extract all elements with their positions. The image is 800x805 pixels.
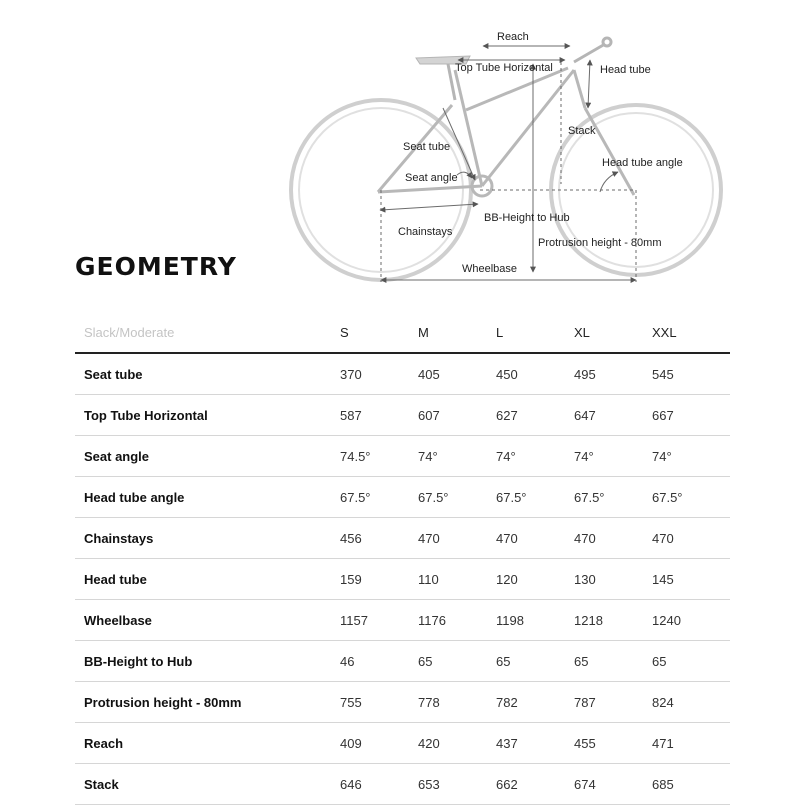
table-cell: 685	[652, 764, 730, 805]
table-header-row	[75, 312, 730, 353]
head-tube-angle-label: Head tube angle	[602, 157, 683, 169]
table-cell: 437	[496, 723, 574, 764]
table-cell: 67.5°	[652, 477, 730, 518]
table-cell: 455	[574, 723, 652, 764]
stack-label: Stack	[568, 125, 596, 137]
row-label: Wheelbase	[75, 600, 340, 641]
table-cell: 120	[496, 559, 574, 600]
table-cell: 667	[652, 395, 730, 436]
table-cell: 674	[574, 764, 652, 805]
protrusion-height-label: Protrusion height - 80mm	[538, 237, 662, 249]
size-header: XXL	[652, 312, 730, 353]
seat-angle-label: Seat angle	[405, 172, 458, 184]
table-cell: 370	[340, 353, 418, 395]
table-cell: 662	[496, 764, 574, 805]
table-cell: 65	[652, 641, 730, 682]
table-cell: 67.5°	[496, 477, 574, 518]
diagram-labels	[398, 31, 683, 275]
size-header: S	[340, 312, 418, 353]
chainstays-label: Chainstays	[398, 226, 453, 238]
table-cell: 130	[574, 559, 652, 600]
row-label: Seat angle	[75, 436, 340, 477]
table-row	[75, 764, 730, 805]
table-cell: 65	[496, 641, 574, 682]
seat-tube-label: Seat tube	[403, 141, 451, 153]
table-cell: 470	[496, 518, 574, 559]
table-row	[75, 723, 730, 764]
table-cell: 782	[496, 682, 574, 723]
table-cell: 74°	[652, 436, 730, 477]
table-cell: 46	[340, 641, 418, 682]
table-row	[75, 477, 730, 518]
row-label: Stack	[75, 764, 340, 805]
table-cell: 67.5°	[574, 477, 652, 518]
table-cell: 65	[418, 641, 496, 682]
table-cell: 755	[340, 682, 418, 723]
table-cell: 653	[418, 764, 496, 805]
table-cell: 456	[340, 518, 418, 559]
table-row	[75, 436, 730, 477]
table-cell: 470	[418, 518, 496, 559]
table-row	[75, 395, 730, 436]
table-cell: 587	[340, 395, 418, 436]
table-cell: 470	[574, 518, 652, 559]
table-cell: 450	[496, 353, 574, 395]
table-cell: 495	[574, 353, 652, 395]
row-label: Protrusion height - 80mm	[75, 682, 340, 723]
size-header: M	[418, 312, 496, 353]
table-cell: 74°	[574, 436, 652, 477]
row-label: Reach	[75, 723, 340, 764]
table-cell: 607	[418, 395, 496, 436]
table-cell: 646	[340, 764, 418, 805]
table-cell: 1240	[652, 600, 730, 641]
table-cell: 67.5°	[418, 477, 496, 518]
table-cell: 74°	[496, 436, 574, 477]
table-cell: 110	[418, 559, 496, 600]
row-label: Head tube angle	[75, 477, 340, 518]
table-cell: 1198	[496, 600, 574, 641]
table-cell: 65	[574, 641, 652, 682]
table-cell: 67.5°	[340, 477, 418, 518]
reach-label: Reach	[497, 31, 529, 43]
table-cell: 1218	[574, 600, 652, 641]
size-header: XL	[574, 312, 652, 353]
table-cell: 409	[340, 723, 418, 764]
table-cell: 470	[652, 518, 730, 559]
row-label: Seat tube	[75, 353, 340, 395]
table-cell: 1176	[418, 600, 496, 641]
row-label: Head tube	[75, 559, 340, 600]
row-label: BB-Height to Hub	[75, 641, 340, 682]
table-cell: 420	[418, 723, 496, 764]
head-tube-label: Head tube	[600, 64, 651, 76]
wheelbase-label: Wheelbase	[462, 263, 518, 275]
table-cell: 647	[574, 395, 652, 436]
table-row	[75, 559, 730, 600]
table-row	[75, 682, 730, 723]
page-title: GEOMETRY	[75, 252, 237, 281]
table-cell: 145	[652, 559, 730, 600]
table-row	[75, 600, 730, 641]
table-cell: 1157	[340, 600, 418, 641]
table-cell: 471	[652, 723, 730, 764]
table-row	[75, 353, 730, 395]
table-cell: 545	[652, 353, 730, 395]
handlebar	[574, 38, 611, 62]
table-cell: 159	[340, 559, 418, 600]
table-cell: 787	[574, 682, 652, 723]
geometry-table	[75, 312, 730, 805]
table-cell: 74°	[418, 436, 496, 477]
table-cell: 778	[418, 682, 496, 723]
geometry-preset-label: Slack/Moderate	[75, 312, 340, 353]
size-header: L	[496, 312, 574, 353]
row-label: Chainstays	[75, 518, 340, 559]
bb-height-to-hub-label: BB-Height to Hub	[484, 212, 570, 224]
row-label: Top Tube Horizontal	[75, 395, 340, 436]
table-cell: 627	[496, 395, 574, 436]
table-cell: 405	[418, 353, 496, 395]
table-cell: 824	[652, 682, 730, 723]
top-tube-horizontal-label: Top Tube Horizontal	[455, 62, 553, 74]
table-row	[75, 518, 730, 559]
table-row	[75, 641, 730, 682]
table-cell: 74.5°	[340, 436, 418, 477]
